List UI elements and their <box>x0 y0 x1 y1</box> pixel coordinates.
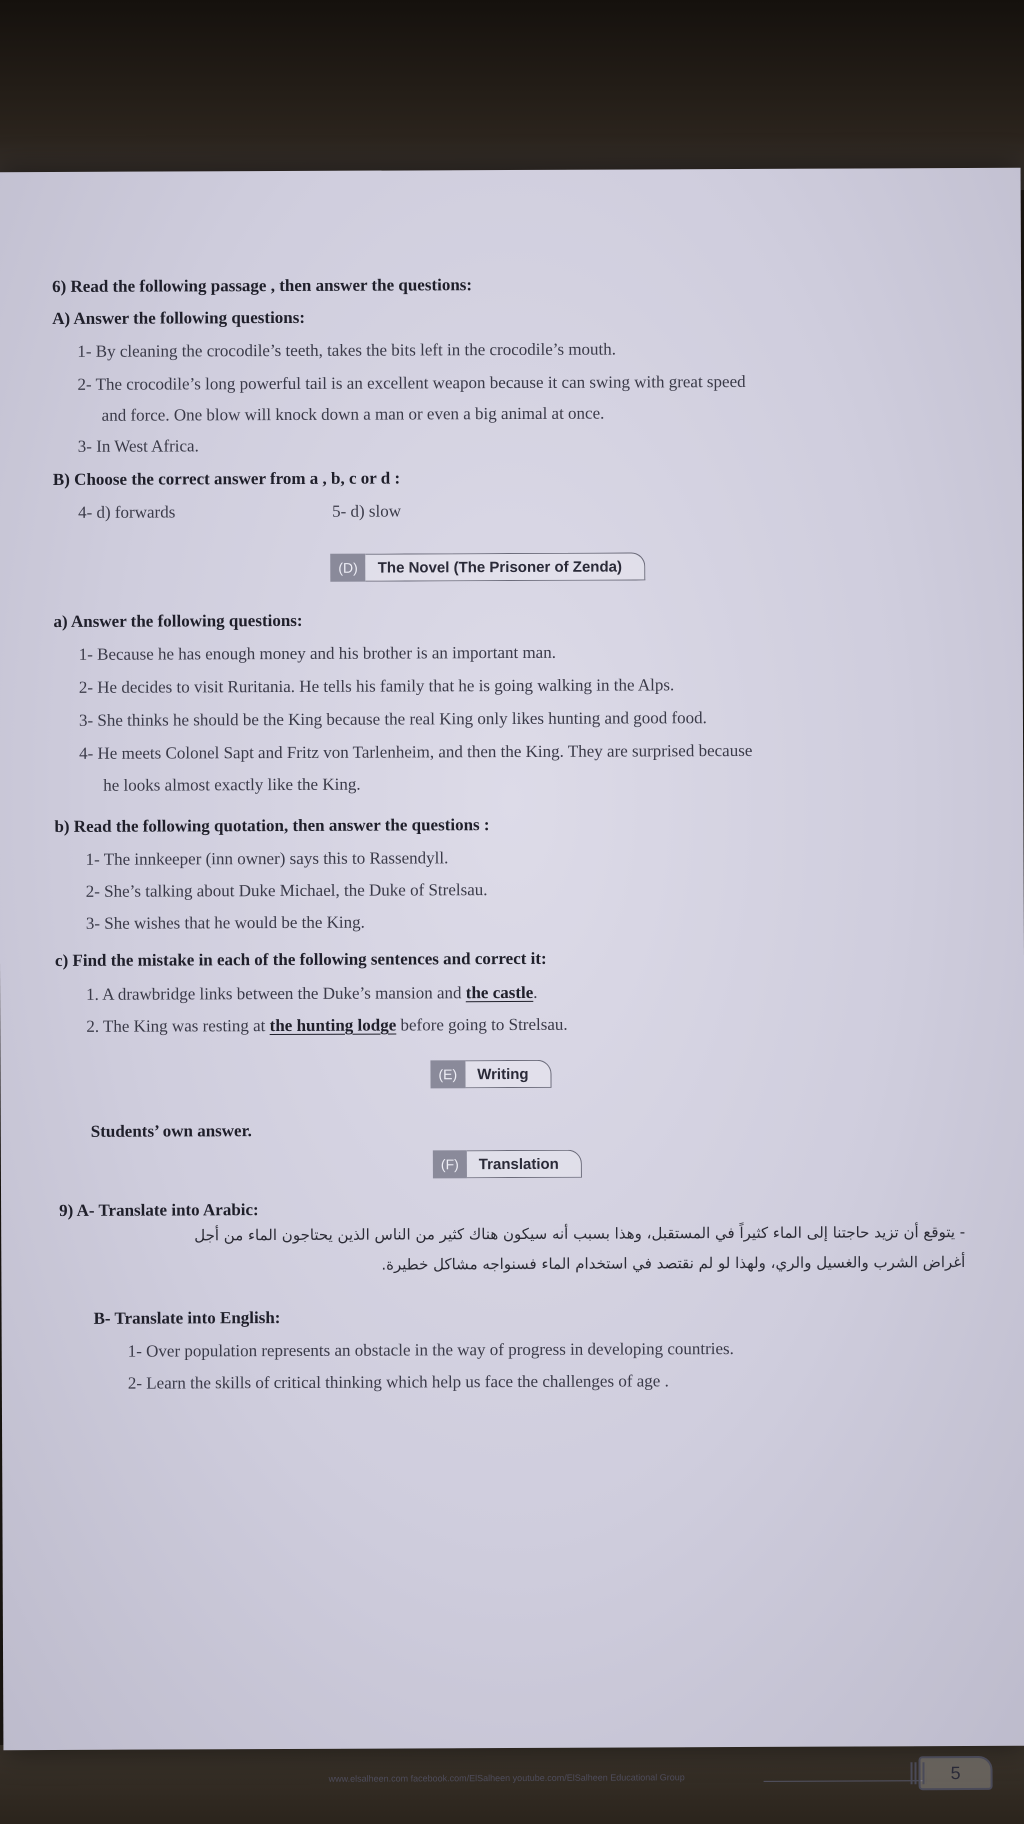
section6-b-heading: B) Choose the correct answer from a , b, c or d : <box>52 468 401 489</box>
document-page <box>0 168 1024 1784</box>
english-translation-1: 1- Over population represents an obstacle in the way of progress in developing countries. <box>127 1339 734 1361</box>
correction-2-fix: the hunting lodge <box>269 1015 397 1036</box>
quotation-answer-1: 1- The innkeeper (inn owner) says this to Rassendyll. <box>85 848 449 869</box>
page-number-value: 5 <box>950 1762 961 1783</box>
writing-answer: Students’ own answer. <box>90 1121 252 1141</box>
arabic-translation-line2: أغراض الشرب والغسيل والري، ولهذا لو لم نقتصد في استخدام الماء فسنواجه مشاكل خطيرة. <box>381 1253 966 1274</box>
quotation-answer-3: 3- She wishes that he would be the King. <box>85 912 365 933</box>
section-d-title: The Novel (The Prisoner of Zenda) <box>366 552 645 581</box>
translate-english-heading: B- Translate into English: <box>93 1308 281 1328</box>
answer-a1: 1- By cleaning the crocodile’s teeth, takes the bits left in the crocodile’s mouth. <box>77 339 617 361</box>
novel-answer-4-line2: he looks almost exactly like the King. <box>103 774 361 795</box>
footer-url: www.elsalheen.com facebook.com/ElSalheen youtube.com/ElSalheen Educational Group <box>328 1772 685 1784</box>
correction-2 <box>86 1015 567 1037</box>
novel-answer-3: 3- She thinks he should be the King because the real King only likes hunting and good food. <box>78 708 707 730</box>
background-bottom <box>0 1745 1024 1824</box>
answer-a2-line2: and force. One blow will knock down a man or even a big animal at once. <box>101 403 605 425</box>
correction-2-text: 2. The King was resting at <box>86 1016 270 1036</box>
novel-answer-1: 1- Because he has enough money and his brother is an important man. <box>78 642 557 664</box>
correction-1-fix: the castle <box>465 982 534 1003</box>
background-top <box>0 0 1024 190</box>
section-d-c-heading: c) Find the mistake in each of the following sentences and correct it: <box>54 948 547 970</box>
novel-answer-4-line1: 4- He meets Colonel Sapt and Fritz von Tarlenheim, and then the King. They are surprised because <box>79 740 753 763</box>
translate-arabic-heading: 9) A- Translate into Arabic: <box>59 1200 259 1220</box>
correction-1-end: . <box>533 982 538 1002</box>
page-number <box>918 1756 992 1790</box>
section-d-banner <box>330 552 645 581</box>
section6-a-heading: A) Answer the following questions: <box>52 307 306 329</box>
section-f-title: Translation <box>467 1150 582 1179</box>
answer-a2-line1: 2- The crocodile’s long powerful tail is an excellent weapon because it can swing with great speed <box>77 371 746 394</box>
page-number-stripes <box>911 1762 927 1784</box>
section-f-tag: (F) <box>433 1150 467 1178</box>
answer-b5: 5- d) slow <box>332 501 402 521</box>
answer-b4: 4- d) forwards <box>78 502 176 522</box>
section-d-tag: (D) <box>330 554 366 582</box>
section-d-b-heading: b) Read the following quotation, then answer the questions : <box>54 815 490 836</box>
novel-answer-2: 2- He decides to visit Ruritania. He tells his family that he is going walking in the Alps. <box>78 675 675 697</box>
correction-1-text: 1. A drawbridge links between the Duke’s mansion and <box>86 983 466 1004</box>
section6-heading: 6) Read the following passage , then answer the questions: <box>52 275 473 297</box>
section-e-tag: (E) <box>430 1060 465 1088</box>
section-e-banner <box>430 1060 551 1089</box>
answer-a3: 3- In West Africa. <box>77 436 199 456</box>
english-translation-2: 2- Learn the skills of critical thinking which help us face the challenges of age . <box>127 1371 669 1393</box>
section-f-banner <box>433 1150 582 1179</box>
section-e-title: Writing <box>465 1060 552 1088</box>
arabic-translation-line1: - يتوقع أن تزيد حاجتنا إلى الماء كثيراً في المستقبل، وهذا بسبب أنه سيكون هناك كثير من الناس الذين يحتاجون الماء من أجل <box>194 1223 966 1245</box>
section-d-a-heading: a) Answer the following questions: <box>53 610 303 631</box>
quotation-answer-2: 2- She’s talking about Duke Michael, the Duke of Strelsau. <box>85 880 488 901</box>
correction-1 <box>86 983 537 1005</box>
correction-2-end: before going to Strelsau. <box>396 1014 568 1035</box>
